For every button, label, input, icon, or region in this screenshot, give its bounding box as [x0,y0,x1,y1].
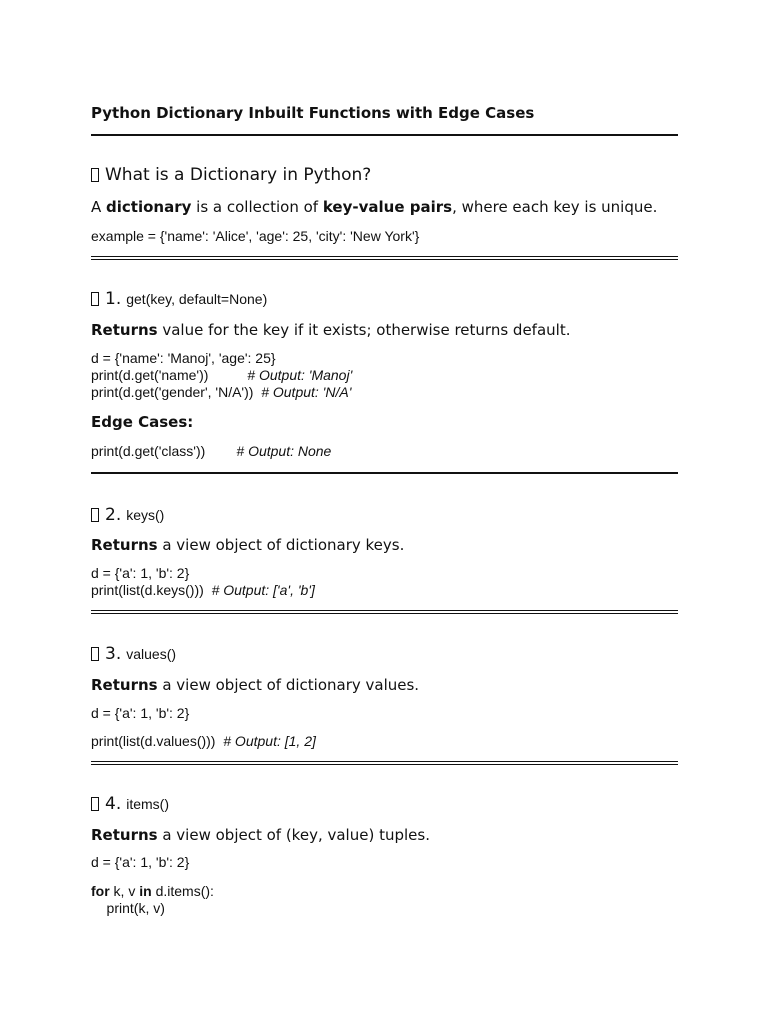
edge-case-code: print(d.get('class')) # Output: None [91,443,332,459]
section-number: 3. [105,644,122,664]
code-line: print(list(d.keys())) # Output: ['a', 'b'] [91,582,315,598]
unknown-glyph-icon [91,797,99,811]
section-2-heading [91,505,164,525]
intro-desc-prefix: A [91,198,107,216]
code-line: print(k, v) [91,900,165,916]
section-3-code-line-1: d = {'a': 1, 'b': 2} [91,705,190,721]
edge-cases-label: Edge Cases: [91,413,194,431]
intro-heading-text: What is a Dictionary in Python? [105,165,372,185]
section-number: 2. [105,505,122,525]
intro-description [91,198,657,216]
section-3-heading [91,644,176,664]
code-line: for k, v in d.items(): [91,883,214,899]
code-line: print(d.get('gender', 'N/A')) # Output: 'N/A' [91,384,352,400]
section-4-loop-code [91,883,214,917]
intro-divider [91,256,678,260]
intro-heading [91,165,371,185]
section-3-returns [91,676,419,694]
returns-text: a view object of dictionary keys. [157,536,405,554]
section-number: 4. [105,794,122,814]
section-1-code [91,350,352,401]
intro-desc-term: dictionary [106,198,192,216]
section-1-heading [91,289,267,309]
section-3-code-line-2: print(list(d.values())) # Output: [1, 2] [91,733,316,749]
returns-label: Returns [91,321,158,339]
intro-desc-term2: key-value pairs [322,198,453,216]
section-3-divider [91,761,678,765]
section-1-returns [91,321,570,339]
returns-text: a view object of (key, value) tuples. [157,826,430,844]
section-4-code-line-1: d = {'a': 1, 'b': 2} [91,854,190,870]
section-number: 1. [105,289,122,309]
intro-desc-mid: is a collection of [191,198,323,216]
title-divider [91,134,678,136]
section-2-divider [91,610,678,614]
section-1-divider [91,472,678,474]
function-signature: items() [126,796,170,812]
returns-label: Returns [91,826,158,844]
section-2-returns [91,536,404,554]
returns-label: Returns [91,676,158,694]
unknown-glyph-icon [91,508,99,522]
returns-text: value for the key if it exists; otherwise returns default. [157,321,571,339]
unknown-glyph-icon [91,292,99,306]
intro-example-code: example = {'name': 'Alice', 'age': 25, 'city': 'New York'} [91,228,420,244]
returns-label: Returns [91,536,158,554]
code-line: d = {'name': 'Manoj', 'age': 25} [91,350,276,366]
intro-desc-suffix: , where each key is unique. [452,198,658,216]
section-2-code [91,565,315,599]
code-line: print(d.get('name')) # Output: 'Manoj' [91,367,353,383]
function-signature: keys() [126,507,165,523]
document-title: Python Dictionary Inbuilt Functions with Edge Cases [91,104,535,122]
code-line: d = {'a': 1, 'b': 2} [91,565,190,581]
unknown-glyph-icon [91,168,99,182]
section-4-returns [91,826,430,844]
section-4-heading [91,794,169,814]
function-signature: values() [126,646,177,662]
function-signature: get(key, default=None) [126,291,268,307]
returns-text: a view object of dictionary values. [157,676,420,694]
unknown-glyph-icon [91,647,99,661]
